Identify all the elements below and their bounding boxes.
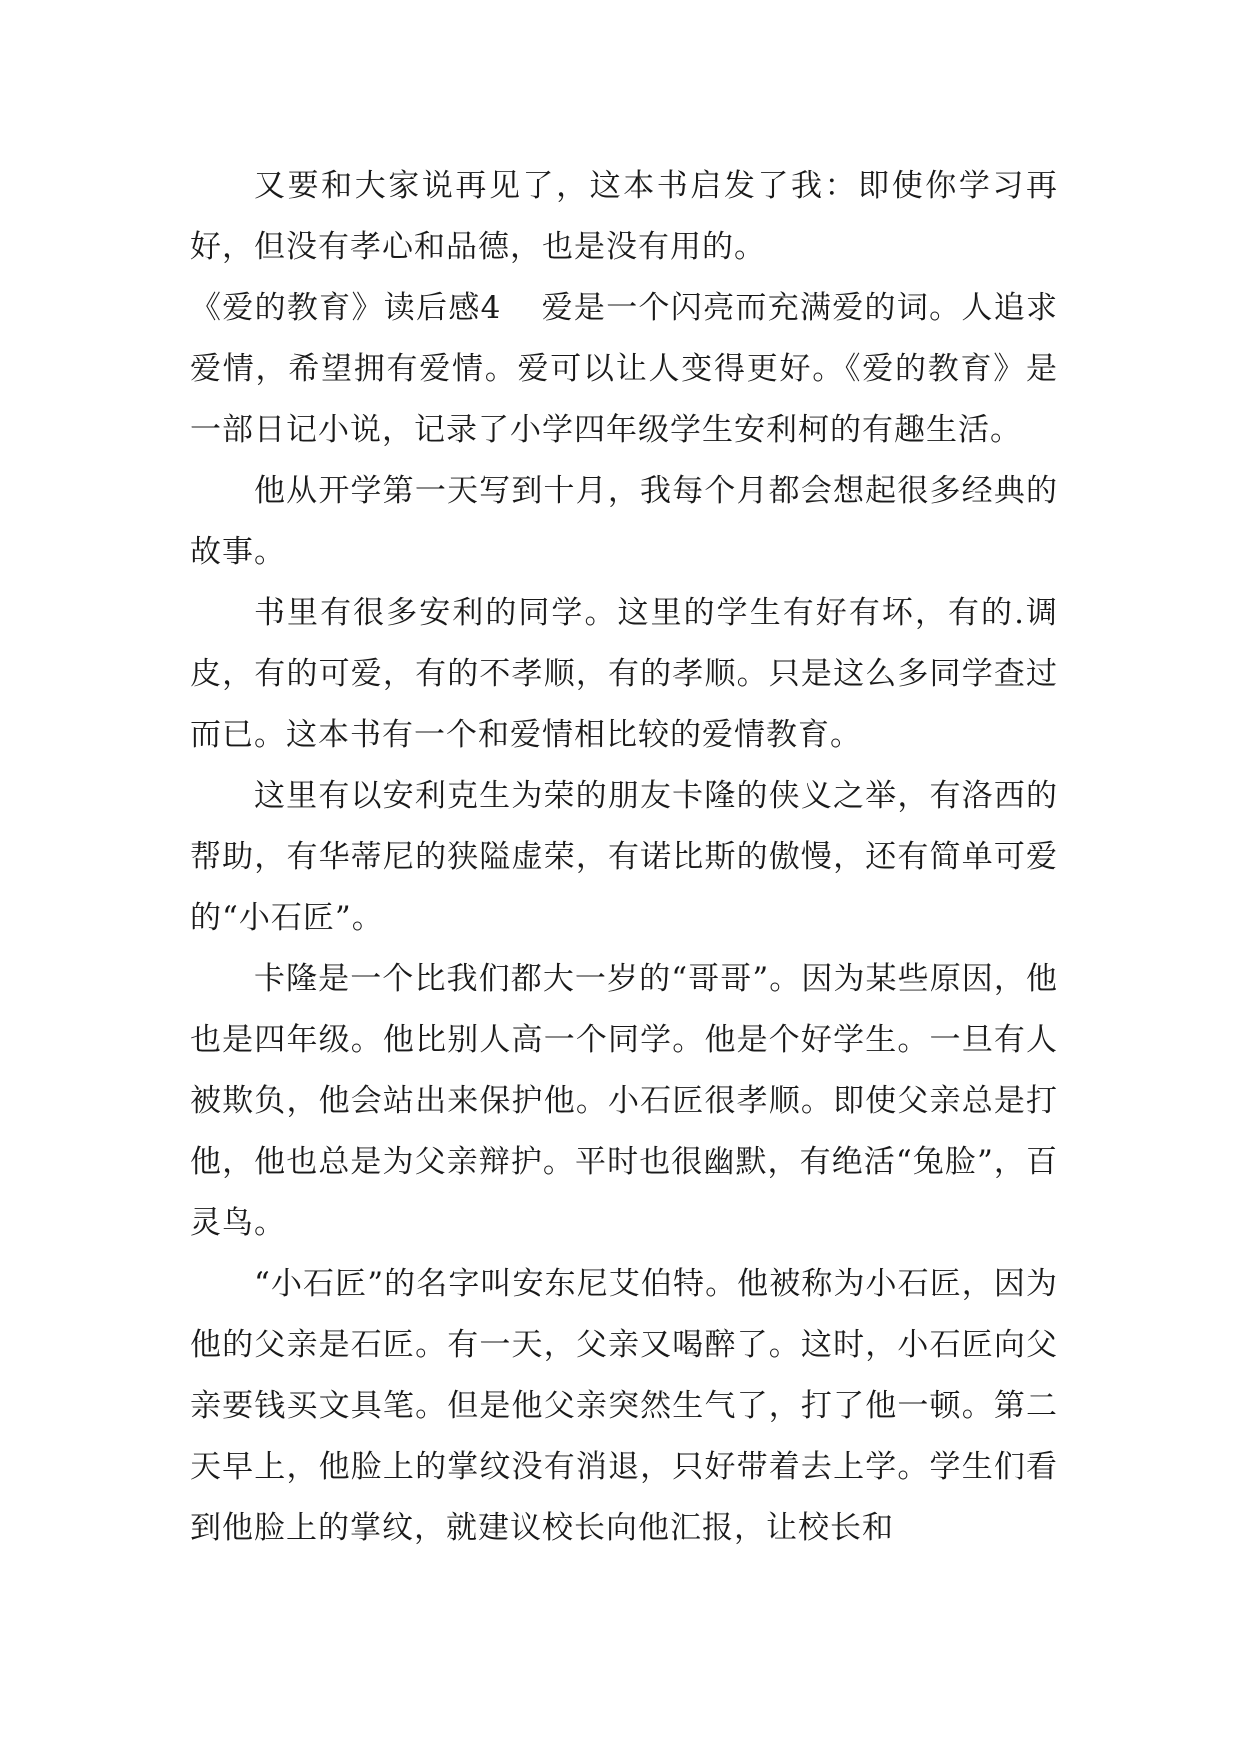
paragraph-classmates [190, 583, 1058, 766]
paragraph-text: 他从开学第一天写到十月，我每个月都会想起很多经典的故事。 [190, 473, 1058, 570]
paragraph-text: 这里有以安利克生为荣的朋友卡隆的侠义之举，有洛西的帮助，有华蒂尼的狭隘虚荣，有诺比斯的傲慢，还有简单可爱的“小石匠”。 [190, 778, 1058, 936]
paragraph-karon [190, 949, 1058, 1254]
paragraph-first-day [190, 461, 1058, 583]
paragraph-text: “小石匠”的名字叫安东尼艾伯特。他被称为小石匠，因为他的父亲是石匠。有一天，父亲又喝醉了。这时，小石匠向父亲要钱买文具笔。但是他父亲突然生气了，打了他一顿。第二天早上，他脸上的掌纹没有消退，只好带着去上学。学生们看到他脸上的掌纹，就建议校长向他汇报，让校长和 [190, 1266, 1058, 1546]
paragraph-essay-title [190, 278, 1058, 461]
essay-title: 《爱的教育》读后感4 [190, 290, 502, 326]
document-body [190, 156, 1058, 1559]
paragraph-text: 书里有很多安利的同学。这里的学生有好有坏，有的.调皮，有的可爱，有的不孝顺，有的孝顺。只是这么多同学查过而已。这本书有一个和爱情相比较的爱情教育。 [190, 595, 1058, 753]
paragraph-text: 卡隆是一个比我们都大一岁的“哥哥”。因为某些原因，他也是四年级。他比别人高一个同学。他是个好学生。一旦有人被欺负，他会站出来保护他。小石匠很孝顺。即使父亲总是打他，他也总是为父亲辩护。平时也很幽默，有绝活“兔脸”，百灵鸟。 [190, 961, 1058, 1241]
paragraph-characters [190, 766, 1058, 949]
paragraph-text: 又要和大家说再见了，这本书启发了我：即使你学习再好，但没有孝心和品德，也是没有用的。 [190, 168, 1058, 265]
paragraph-closing-remark [190, 156, 1058, 278]
paragraph-little-mason [190, 1254, 1058, 1559]
paragraph-text: 爱是一个闪亮而充满爱的词。人追求爱情，希望拥有爱情。爱可以让人变得更好。《爱的教育》是一部日记小说，记录了小学四年级学生安利柯的有趣生活。 [190, 290, 1058, 448]
